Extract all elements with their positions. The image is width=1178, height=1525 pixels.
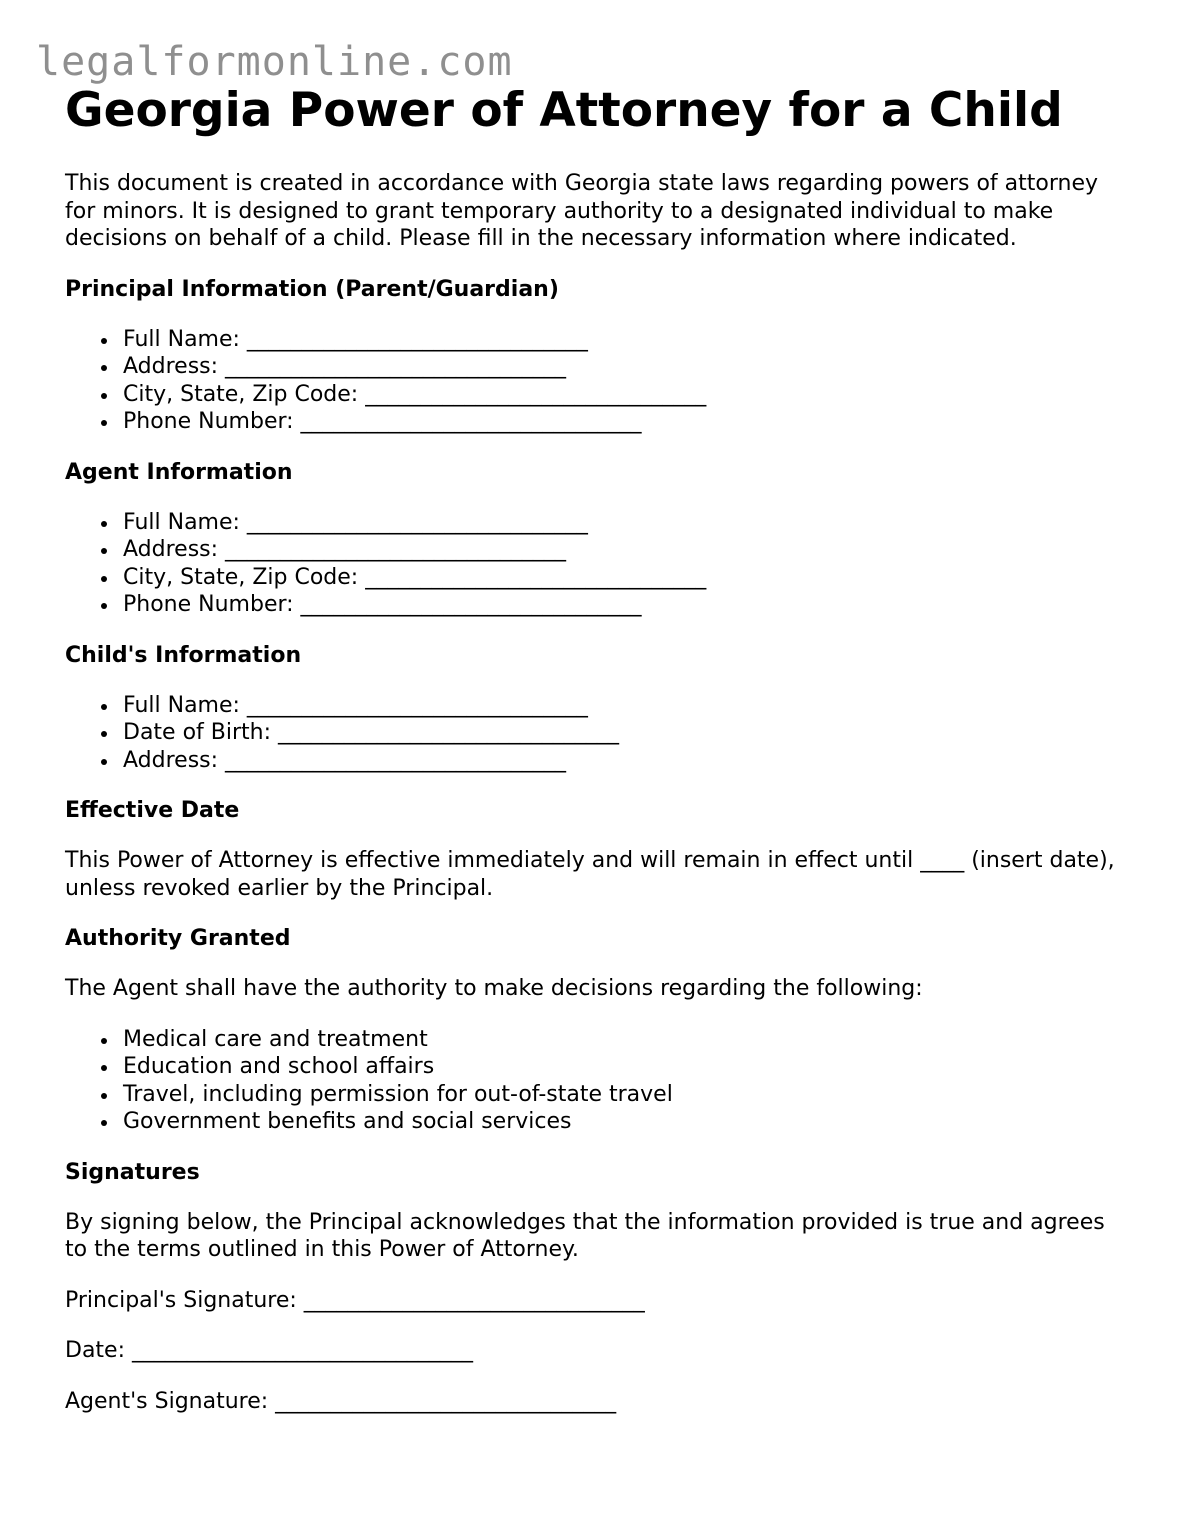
child-heading: Child's Information bbox=[65, 642, 302, 668]
authority-list bbox=[65, 1026, 1125, 1136]
authority-text: The Agent shall have the authority to make decisions regarding the following: bbox=[65, 976, 923, 1001]
principal-phone-field[interactable]: Phone Number: _______________________________ bbox=[123, 408, 1125, 436]
document-title: Georgia Power of Attorney for a Child bbox=[65, 83, 1063, 138]
effective-date-heading: Effective Date bbox=[65, 798, 240, 823]
authority-heading: Authority Granted bbox=[65, 926, 291, 951]
principal-city-state-zip-field[interactable]: City, State, Zip Code: _______________________________ bbox=[123, 381, 1125, 409]
principal-signature-field[interactable]: Principal's Signature: _______________________________ bbox=[65, 1287, 645, 1313]
child-full-name-field[interactable]: Full Name: _______________________________ bbox=[123, 692, 1125, 720]
principal-address-field[interactable]: Address: _______________________________ bbox=[123, 353, 1125, 381]
authority-item: Medical care and treatment bbox=[123, 1026, 1125, 1054]
agent-heading: Agent Information bbox=[65, 459, 293, 485]
child-address-field[interactable]: Address: _______________________________ bbox=[123, 747, 1125, 775]
child-dob-field[interactable]: Date of Birth: _______________________________ bbox=[123, 719, 1125, 747]
agent-address-field[interactable]: Address: _______________________________ bbox=[123, 536, 1125, 564]
child-fields bbox=[65, 692, 1125, 775]
agent-fields bbox=[65, 509, 1125, 619]
authority-item: Travel, including permission for out-of-state travel bbox=[123, 1081, 1125, 1109]
agent-signature-field[interactable]: Agent's Signature: _______________________________ bbox=[65, 1388, 617, 1414]
authority-item: Education and school affairs bbox=[123, 1053, 1125, 1081]
principal-full-name-field[interactable]: Full Name: _______________________________ bbox=[123, 326, 1125, 354]
authority-item: Government benefits and social services bbox=[123, 1108, 1125, 1136]
signatures-text: By signing below, the Principal acknowledges that the information provided is true and agrees to the terms outlined in this Power of Attorney. bbox=[65, 1209, 1105, 1262]
agent-phone-field[interactable]: Phone Number: _______________________________ bbox=[123, 591, 1125, 619]
intro-paragraph: This document is created in accordance with Georgia state laws regarding powers of attorney for minors. It is designed to grant temporary authority to a designated individual to make decisions on behalf of a child. Please fill in the necessary information where indicated. bbox=[65, 171, 1099, 251]
document bbox=[65, 82, 1125, 1415]
effective-date-text: This Power of Attorney is effective immediately and will remain in effect until ____ (insert date), unless revoked earlier by the Principal. bbox=[65, 848, 1115, 901]
principal-fields bbox=[65, 326, 1125, 436]
signature-date-field[interactable]: Date: _______________________________ bbox=[65, 1338, 473, 1363]
signatures-heading: Signatures bbox=[65, 1159, 200, 1185]
agent-city-state-zip-field[interactable]: City, State, Zip Code: _______________________________ bbox=[123, 564, 1125, 592]
agent-full-name-field[interactable]: Full Name: _______________________________ bbox=[123, 509, 1125, 537]
principal-heading: Principal Information (Parent/Guardian) bbox=[65, 276, 559, 302]
watermark: legalformonline.com bbox=[36, 39, 513, 85]
